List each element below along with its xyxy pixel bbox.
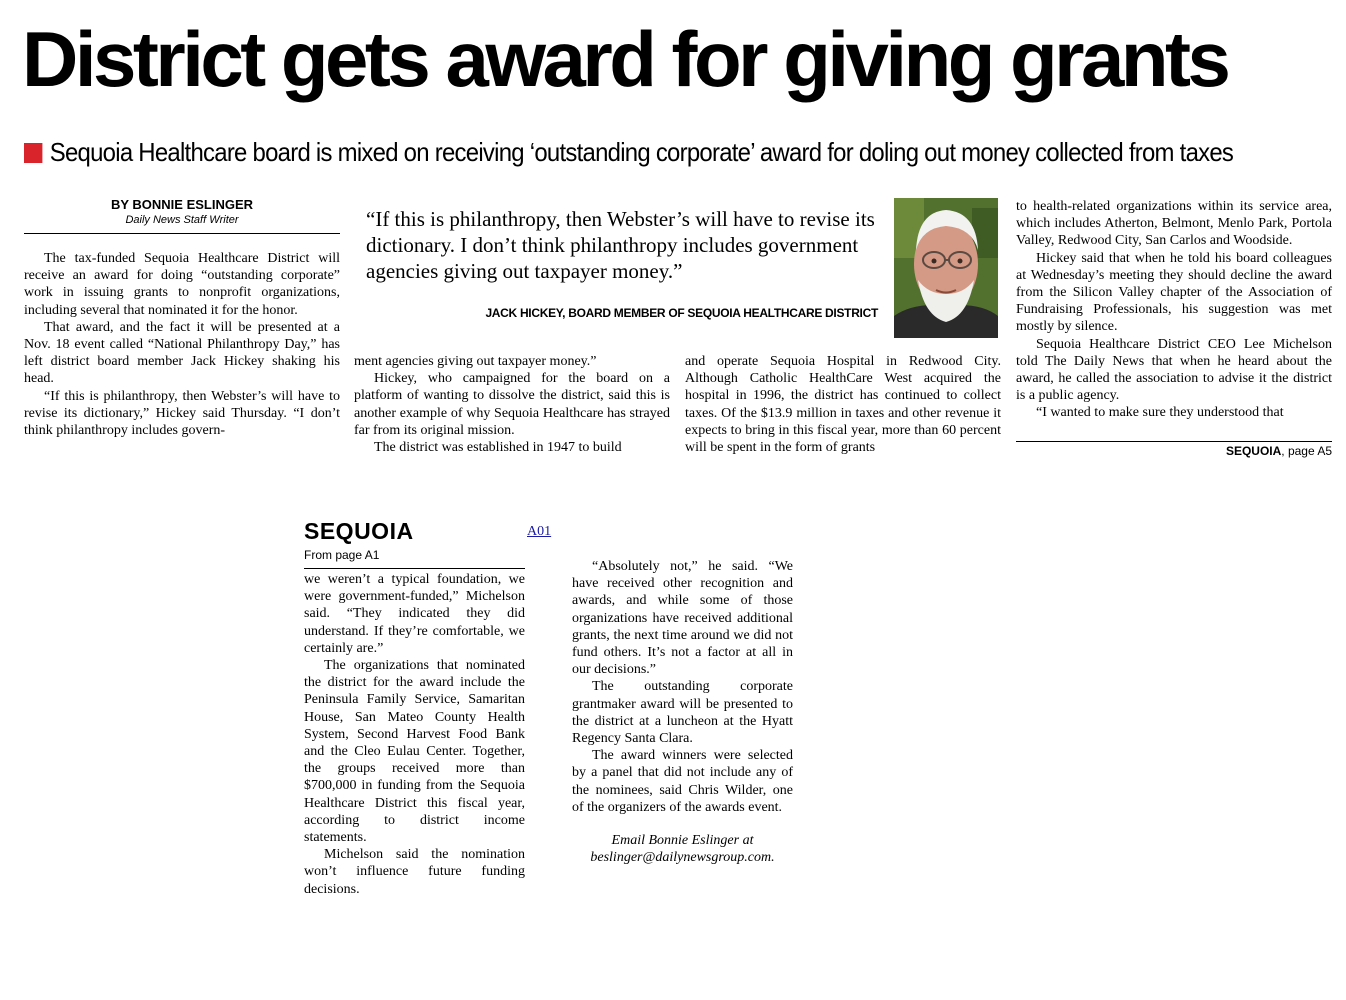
continuation-rule bbox=[304, 568, 525, 569]
continuation-from: From page A1 bbox=[304, 548, 380, 562]
paragraph: That award, and the fact it will be presented at a Nov. 18 event called “National Philanthropy Day,” has left district board member Jack Hickey shaking his head. bbox=[24, 319, 340, 387]
article-column-4 bbox=[1016, 198, 1332, 422]
byline-rule bbox=[24, 233, 340, 234]
jump-rule bbox=[1016, 441, 1332, 442]
byline-name: BY BONNIE ESLINGER bbox=[110, 197, 254, 212]
pull-quote: “If this is philanthropy, then Webster’s will have to revise its dictionary. I don’t think philanthropy includes government agencies giving out taxpayer money.” bbox=[366, 207, 875, 283]
email-line: Email Bonnie Eslinger at bbox=[611, 833, 754, 849]
paragraph: The tax-funded Sequoia Healthcare District will receive an award for doing “outstanding corporate” work in issuing grants to nonprofit organizations, including several that nominated it for the honor. bbox=[24, 251, 340, 318]
continuation-column-1 bbox=[304, 571, 525, 898]
paragraph: The outstanding corporate grantmaker award will be presented to the district at a luncheon at the Hyatt Regency Santa Clara. bbox=[572, 679, 793, 747]
byline-role: Daily News Staff Writer bbox=[125, 214, 239, 226]
red-square-bullet-icon bbox=[24, 143, 42, 163]
paragraph: “Absolutely not,” he said. “We have received other recognition and awards, and while some of those organizations have received additional grants, the next time around we did not fund others. It’s not a factor at all in our decisions.” bbox=[572, 559, 793, 678]
article-column-2 bbox=[354, 353, 670, 456]
paragraph: The award winners were selected by a panel that did not include any of the nominees, said Chris Wilder, one of the organizers of the awards event. bbox=[572, 748, 793, 815]
continuation-heading: SEQUOIA bbox=[304, 518, 414, 544]
jump-line bbox=[1016, 444, 1332, 458]
deck-text: Sequoia Healthcare board is mixed on receiving ‘outstanding corporate’ award for doling out money collected from taxes bbox=[49, 137, 1234, 167]
paragraph: Hickey, who campaigned for the board on a platform of wanting to dissolve the district, said this is another example of why Sequoia Healthcare has strayed far from its original mission. bbox=[354, 371, 670, 438]
email-address: beslinger@dailynewsgroup.com. bbox=[590, 850, 775, 866]
portrait-image bbox=[894, 198, 998, 338]
continuation-column-2 bbox=[572, 558, 793, 866]
paragraph: “I wanted to make sure they understood that bbox=[1036, 405, 1284, 421]
jump-page: , page A5 bbox=[1281, 444, 1332, 458]
paragraph: ment agencies giving out taxpayer money.” bbox=[354, 354, 597, 369]
paragraph: Sequoia Healthcare District CEO Lee Michelson told The Daily News that when he heard about the award, he called the association to advise it the district is a public agency. bbox=[1016, 336, 1332, 404]
paragraph: “If this is philanthropy, then Webster’s will have to revise its dictionary,” Hickey said Thursday. “I don’t think philanthropy includes govern- bbox=[24, 388, 340, 439]
paragraph: Hickey said that when he told his board colleagues at Wednesday’s meeting they should decline the award from the Silicon Valley chapter of the Association of Fundraising Professionals, his suggestion was met mostly by silence. bbox=[1016, 250, 1332, 335]
page-a01-link[interactable]: A01 bbox=[527, 524, 552, 539]
paragraph: The organizations that nominated the district for the award include the Peninsula Family Service, Samaritan House, San Mateo County Health System, Second Harvest Food Bank and the Cleo Eulau Center. Together, the groups received more than $700,000 in funding from the Sequoia Healthcare District this fiscal year, according to district income statements. bbox=[304, 658, 525, 846]
deck bbox=[24, 134, 1234, 170]
paragraph: we weren’t a typical foundation, we were government-funded,” Michelson said. “They indicated they did understand. If they’re comfortable, we certainly are.” bbox=[304, 572, 525, 656]
paragraph: and operate Sequoia Hospital in Redwood City. Although Catholic HealthCare West acquired the hospital in 1996, the district has continued to collect taxes. Of the $13.9 million in taxes and other revenue it expects to bring in this fiscal year, more than 60 percent will be spent in the form of grants bbox=[685, 354, 1001, 456]
jack-hickey-photo bbox=[894, 198, 998, 338]
paragraph: The district was established in 1947 to build bbox=[374, 440, 622, 456]
article-column-3 bbox=[685, 353, 1001, 456]
article-column-1 bbox=[24, 250, 340, 439]
jump-keyword: SEQUOIA bbox=[1225, 444, 1282, 458]
pull-quote-attribution: JACK HICKEY, BOARD MEMBER OF SEQUOIA HEALTHCARE DISTRICT bbox=[485, 306, 878, 320]
paragraph: Michelson said the nomination won’t influence future funding decisions. bbox=[304, 847, 525, 897]
paragraph: to health-related organizations within its service area, which includes Atherton, Belmont, Menlo Park, Portola Valley, Redwood City, San Carlos and Woodside. bbox=[1016, 199, 1332, 249]
byline bbox=[24, 196, 340, 228]
headline: District gets award for giving grants bbox=[22, 15, 1228, 103]
